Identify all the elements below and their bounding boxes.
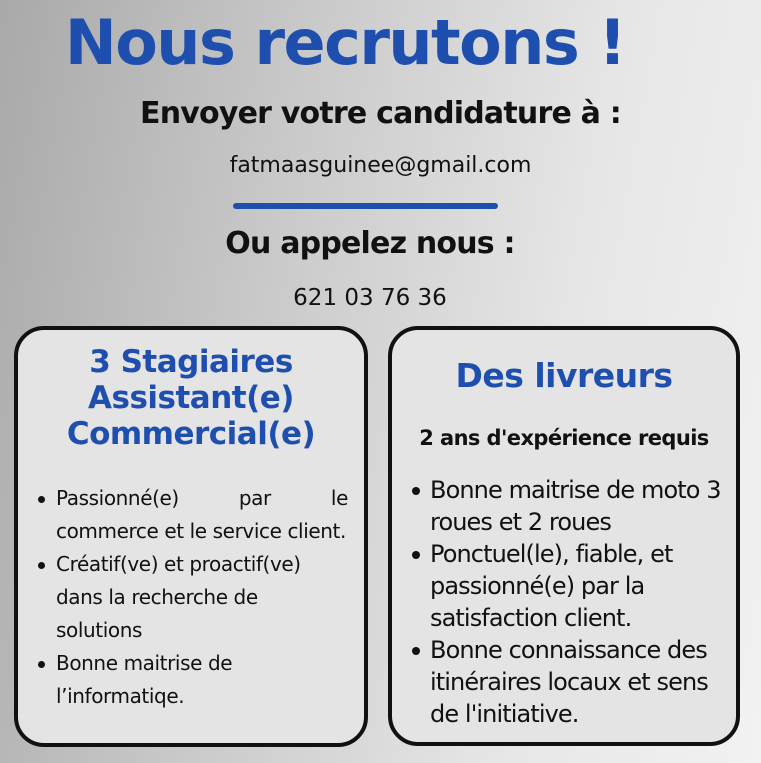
call-label: Ou appelez nous : xyxy=(225,226,515,261)
list-item: Ponctuel(le), fiable, et passionné(e) par la satisfaction client. xyxy=(408,538,728,634)
interns-requirements-list xyxy=(34,482,348,713)
drivers-card-title: Des livreurs xyxy=(455,356,673,395)
card-title-line: Assistant(e) xyxy=(88,380,294,416)
card-title-line: 3 Stagiaires xyxy=(89,344,293,380)
page-title: Nous recrutons ! xyxy=(64,6,626,79)
list-item: Créatif(ve) et proactif(ve) dans la recherche de solutions xyxy=(34,548,348,647)
divider xyxy=(233,203,498,209)
contact-email: fatmaasguinee@gmail.com xyxy=(229,153,532,178)
list-item: Bonne maitrise de moto 3 roues et 2 roues xyxy=(408,474,728,538)
drivers-requirements-list xyxy=(408,474,728,730)
phone-number: 621 03 76 36 xyxy=(293,285,447,311)
interns-card xyxy=(14,326,368,747)
list-item: Passionné(e) par le commerce et le service client. xyxy=(34,482,348,548)
list-item: Bonne maitrise de l’informatiqe. xyxy=(34,647,348,713)
experience-requirement: 2 ans d'expérience requis xyxy=(419,426,709,450)
card-title-line: Commercial(e) xyxy=(66,416,316,452)
list-item: Bonne connaissance des itinéraires locaux et sens de l'initiative. xyxy=(408,634,728,730)
subtitle: Envoyer votre candidature à : xyxy=(140,96,621,131)
interns-card-title xyxy=(18,344,364,452)
drivers-card xyxy=(388,326,740,746)
